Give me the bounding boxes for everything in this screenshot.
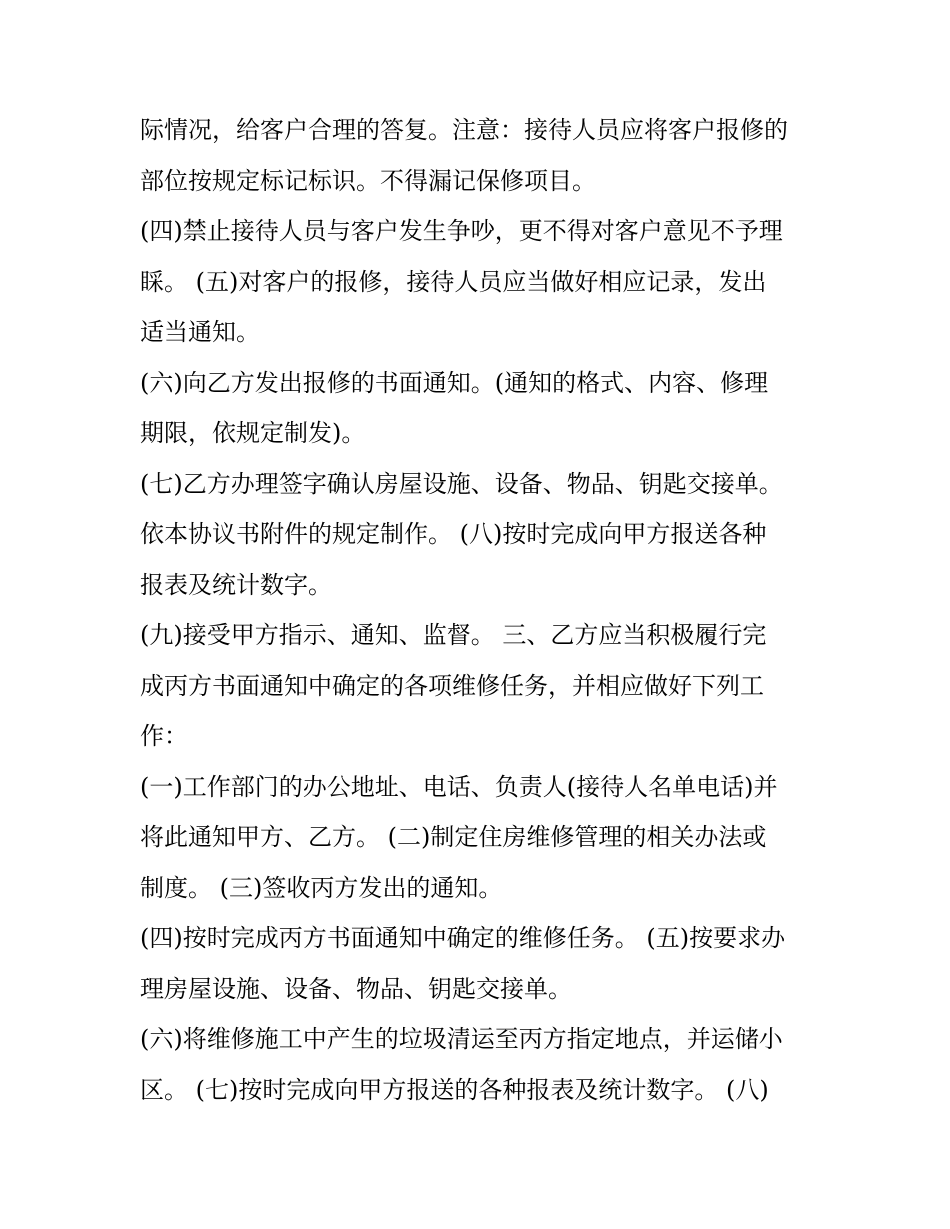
text-line-15: 将此通知甲方、乙方。 (二)制定住房维修管理的相关办法或	[140, 823, 767, 851]
text-line-1: 际情况，给客户合理的答复。注意：接待人员应将客户报修的	[140, 116, 788, 144]
text-line-10: 报表及统计数字。	[140, 571, 332, 599]
text-line-3: (四)禁止接待人员与客户发生争吵，更不得对客户意见不予理	[140, 217, 783, 245]
text-line-16: 制度。 (三)签收丙方发出的通知。	[140, 874, 503, 902]
text-line-19: (六)将维修施工中产生的垃圾清运至丙方指定地点，并运储小	[140, 1025, 783, 1053]
text-line-6: (六)向乙方发出报修的书面通知。(通知的格式、内容、修理	[140, 369, 769, 397]
text-line-20: 区。 (七)按时完成向甲方报送的各种报表及统计数字。 (八)	[140, 1076, 769, 1104]
text-line-12: 成丙方书面通知中确定的各项维修任务，并相应做好下列工	[140, 672, 764, 700]
text-line-4: 睬。 (五)对客户的报修，接待人员应当做好相应记录，发出	[140, 268, 767, 296]
text-line-14: (一)工作部门的办公地址、电话、负责人(接待人名单电话)并	[140, 773, 778, 801]
text-line-18: 理房屋设施、设备、物品、钥匙交接单。	[140, 975, 572, 1003]
text-line-17: (四)按时完成丙方书面通知中确定的维修任务。 (五)按要求办	[140, 924, 786, 952]
text-line-8: (七)乙方办理签字确认房屋设施、设备、物品、钥匙交接单。	[140, 470, 783, 498]
text-line-11: (九)接受甲方指示、通知、监督。 三、乙方应当积极履行完	[140, 621, 767, 649]
text-line-5: 适当通知。	[140, 318, 260, 346]
text-line-2: 部位按规定标记标识。不得漏记保修项目。	[140, 167, 596, 195]
text-line-7: 期限，依规定制发)。	[140, 419, 366, 447]
text-line-13: 作：	[140, 722, 188, 750]
text-line-9: 依本协议书附件的规定制作。 (八)按时完成向甲方报送各种	[140, 520, 767, 548]
